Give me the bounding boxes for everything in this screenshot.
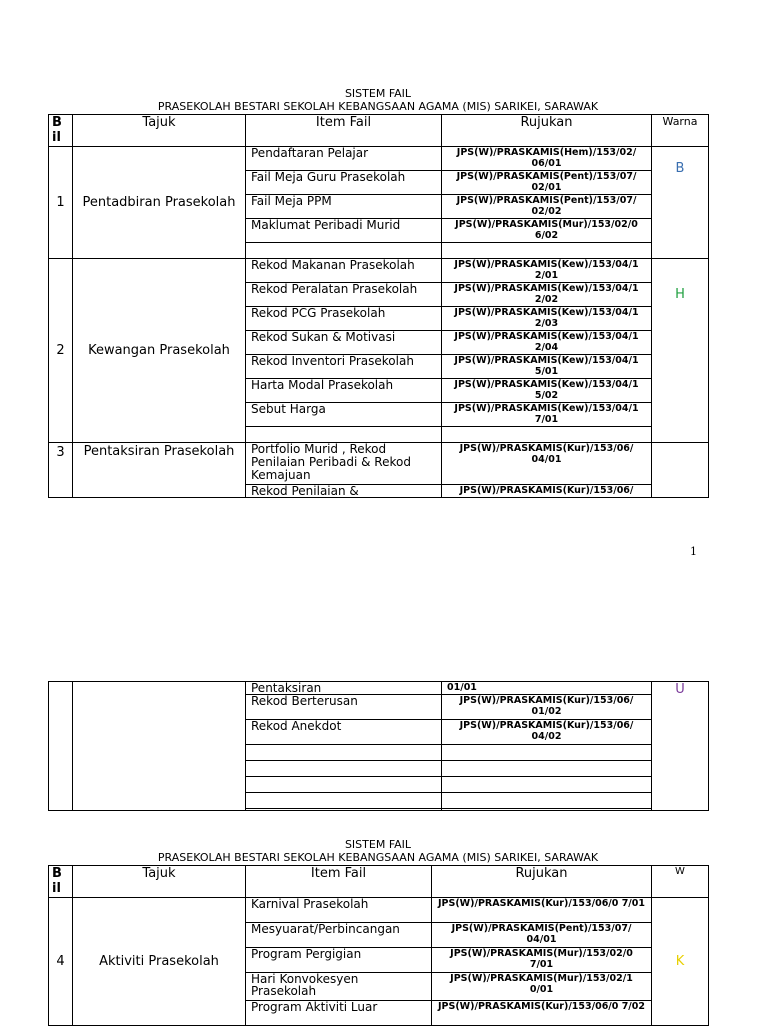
item-cell: Mesyuarat/Perbincangan — [246, 923, 432, 948]
header-bil: B il — [49, 866, 73, 898]
header-warna: Warna — [652, 115, 709, 147]
rujukan-cell: JPS(W)/PRASKAMIS(Mur)/153/02/1 0/01 — [432, 973, 652, 1001]
item-cell: Portfolio Murid , Rekod Penilaian Peribadi & Rekod Kemajuan — [246, 443, 442, 485]
empty-cell — [442, 761, 652, 777]
title-text: SISTEM FAIL — [344, 838, 412, 851]
file-table-3 — [48, 865, 709, 1026]
color-code: B — [675, 161, 685, 176]
item-cell: Program Pergigian — [246, 948, 432, 973]
tajuk-cell: Kewangan Prasekolah — [73, 259, 246, 443]
item-cell: Hari Konvokesyen Prasekolah — [246, 973, 432, 1001]
tajuk-cell: Pentadbiran Prasekolah — [73, 147, 246, 259]
document-title — [48, 87, 708, 113]
table-row — [49, 147, 709, 171]
item-cell: Rekod Inventori Prasekolah — [246, 355, 442, 379]
empty-cell — [246, 809, 442, 811]
rujukan-cell: JPS(W)/PRASKAMIS(Kew)/153/04/1 2/03 — [442, 307, 652, 331]
rujukan-cell: JPS(W)/PRASKAMIS(Kew)/153/04/1 5/01 — [442, 355, 652, 379]
warna-cell — [652, 443, 709, 498]
item-cell: Program Aktiviti Luar — [246, 1001, 432, 1026]
file-table-2 — [48, 681, 709, 811]
file-table-1 — [48, 114, 709, 498]
rujukan-cell: JPS(W)/PRASKAMIS(Pent)/153/07/ 04/01 — [432, 923, 652, 948]
item-cell: Pentaksiran — [246, 682, 442, 695]
item-cell: Fail Meja PPM — [246, 195, 442, 219]
empty-cell — [246, 243, 442, 259]
rujukan-cell: 01/01 — [442, 682, 652, 695]
empty-cell — [246, 777, 442, 793]
rujukan-cell: JPS(W)/PRASKAMIS(Pent)/153/07/ 02/02 — [442, 195, 652, 219]
rujukan-cell: JPS(W)/PRASKAMIS(Kur)/153/06/0 7/02 — [432, 1001, 652, 1026]
tajuk-cell: Aktiviti Prasekolah — [73, 898, 246, 1026]
item-cell: Rekod PCG Prasekolah — [246, 307, 442, 331]
rujukan-cell: JPS(W)/PRASKAMIS(Mur)/153/02/0 6/02 — [442, 219, 652, 243]
color-code: K — [675, 954, 685, 969]
rujukan-cell: JPS(W)/PRASKAMIS(Kew)/153/04/1 2/04 — [442, 331, 652, 355]
header-tajuk: Tajuk — [73, 115, 246, 147]
rujukan-cell: JPS(W)/PRASKAMIS(Hem)/153/02/ 06/01 — [442, 147, 652, 171]
rujukan-cell: JPS(W)/PRASKAMIS(Kur)/153/06/0 7/01 — [432, 898, 652, 923]
item-cell: Rekod Penilaian & — [246, 485, 442, 498]
rujukan-cell: JPS(W)/PRASKAMIS(Pent)/153/07/ 02/01 — [442, 171, 652, 195]
header-item: Item Fail — [246, 115, 442, 147]
tajuk-cell: Pentaksiran Prasekolah — [73, 443, 246, 498]
empty-cell — [442, 809, 652, 811]
header-rujukan: Rujukan — [432, 866, 652, 898]
item-cell: Maklumat Peribadi Murid — [246, 219, 442, 243]
rujukan-cell: JPS(W)/PRASKAMIS(Kur)/153/06/ 04/02 — [442, 720, 652, 745]
item-cell: Rekod Peralatan Prasekolah — [246, 283, 442, 307]
header-item: Item Fail — [246, 866, 432, 898]
item-cell: Harta Modal Prasekolah — [246, 379, 442, 403]
rujukan-cell: JPS(W)/PRASKAMIS(Kew)/153/04/1 2/02 — [442, 283, 652, 307]
table-row — [49, 898, 709, 923]
header-bil: B il — [49, 115, 73, 147]
subtitle-text: PRASEKOLAH BESTARI SEKOLAH KEBANGSAAN AGAMA (MIS) SARIKEI, SARAWAK — [157, 851, 599, 864]
empty-cell — [442, 793, 652, 809]
table-row — [49, 443, 709, 485]
warna-cell — [652, 898, 709, 1026]
warna-cell — [652, 259, 709, 443]
item-cell: Rekod Anekdot — [246, 720, 442, 745]
empty-cell — [442, 243, 652, 259]
empty-cell — [246, 427, 442, 443]
header-tajuk: Tajuk — [73, 866, 246, 898]
page-number: 1 — [690, 545, 697, 558]
bil-cell — [49, 682, 73, 811]
document-title-2 — [48, 838, 708, 864]
empty-cell — [246, 793, 442, 809]
bil-cell: 2 — [49, 259, 73, 443]
header-row — [49, 115, 709, 147]
item-cell: Rekod Sukan & Motivasi — [246, 331, 442, 355]
empty-cell — [246, 761, 442, 777]
item-cell: Karnival Prasekolah — [246, 898, 432, 923]
empty-cell — [442, 427, 652, 443]
header-warna: W — [652, 866, 709, 898]
rujukan-cell: JPS(W)/PRASKAMIS(Kur)/153/06/ 01/02 — [442, 695, 652, 720]
item-cell: Rekod Makanan Prasekolah — [246, 259, 442, 283]
subtitle-text: PRASEKOLAH BESTARI SEKOLAH KEBANGSAAN AGAMA (MIS) SARIKEI, SARAWAK — [157, 100, 599, 113]
empty-cell — [442, 745, 652, 761]
item-cell: Pendaftaran Pelajar — [246, 147, 442, 171]
rujukan-cell: JPS(W)/PRASKAMIS(Mur)/153/02/0 7/01 — [432, 948, 652, 973]
warna-cell — [652, 682, 709, 811]
rujukan-cell: JPS(W)/PRASKAMIS(Kew)/153/04/1 2/01 — [442, 259, 652, 283]
rujukan-cell: JPS(W)/PRASKAMIS(Kew)/153/04/1 7/01 — [442, 403, 652, 427]
rujukan-cell: JPS(W)/PRASKAMIS(Kur)/153/06/ — [442, 485, 652, 498]
warna-cell — [652, 147, 709, 259]
item-cell: Sebut Harga — [246, 403, 442, 427]
empty-cell — [246, 745, 442, 761]
title-text: SISTEM FAIL — [344, 87, 412, 100]
rujukan-cell: JPS(W)/PRASKAMIS(Kur)/153/06/ 04/01 — [442, 443, 652, 485]
item-cell: Rekod Berterusan — [246, 695, 442, 720]
header-rujukan: Rujukan — [442, 115, 652, 147]
table-row — [49, 682, 709, 695]
tajuk-cell — [73, 682, 246, 811]
color-code: U — [675, 682, 685, 697]
item-cell: Fail Meja Guru Prasekolah — [246, 171, 442, 195]
color-code: H — [675, 287, 685, 302]
bil-cell: 3 — [49, 443, 73, 498]
empty-cell — [442, 777, 652, 793]
bil-cell: 1 — [49, 147, 73, 259]
table-row — [49, 259, 709, 283]
header-row — [49, 866, 709, 898]
rujukan-cell: JPS(W)/PRASKAMIS(Kew)/153/04/1 5/02 — [442, 379, 652, 403]
bil-cell: 4 — [49, 898, 73, 1026]
